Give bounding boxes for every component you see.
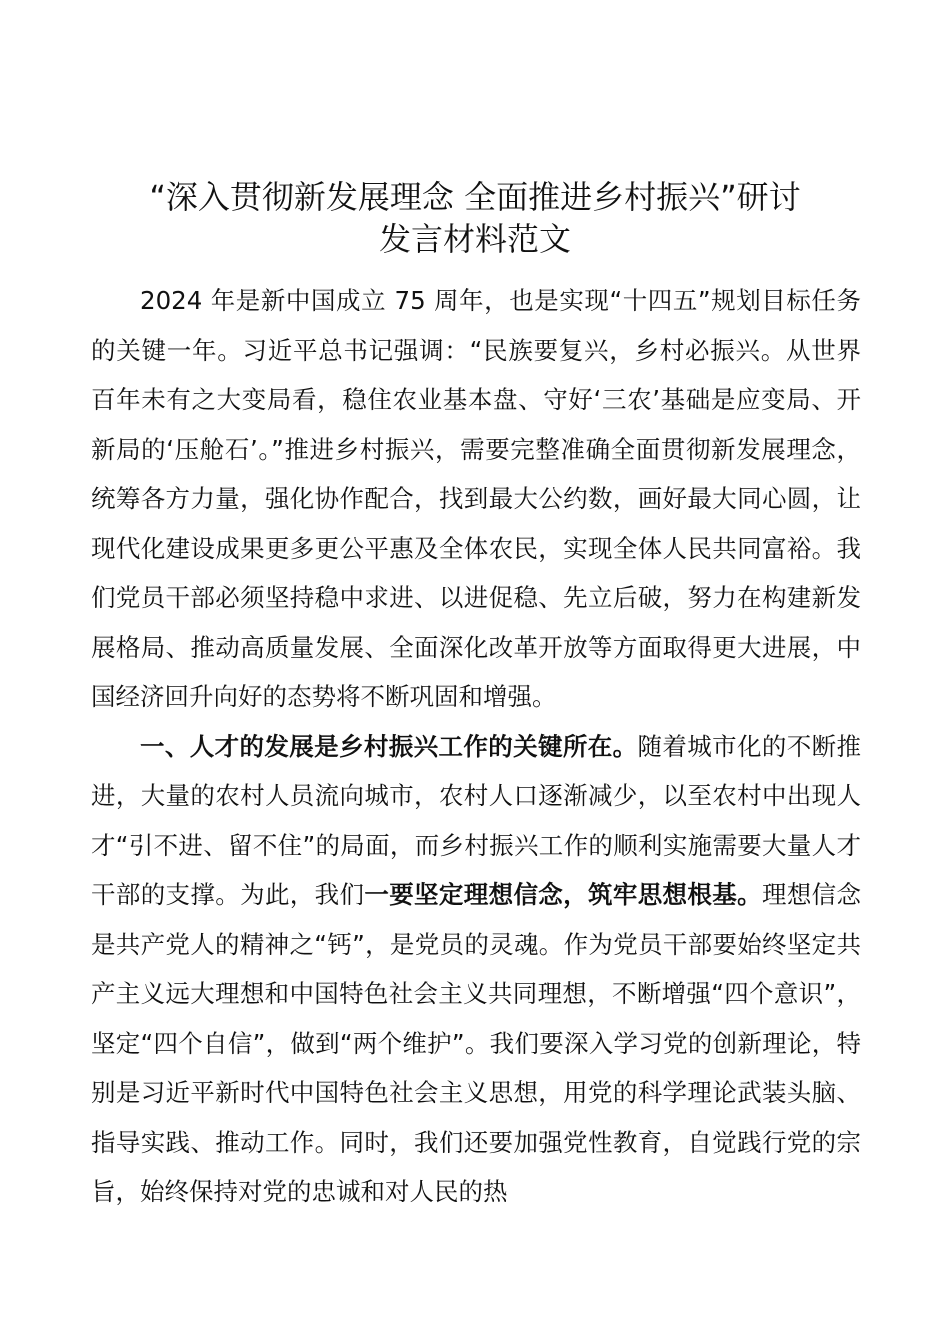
document-body	[91, 276, 861, 1217]
section-one-heading: 一、人才的发展是乡村振兴工作的关键所在。	[140, 731, 638, 761]
title-line-1: “深入贯彻新发展理念 全面推进乡村振兴”研讨	[149, 178, 801, 216]
document-title	[60, 176, 890, 260]
intro-paragraph: 2024 年是新中国成立 75 周年，也是实现“十四五”规划目标任务的关键一年。习近平总书记强调：“民族要复兴，乡村必振兴。从世界百年未有之大变局看，稳住农业基本盘、守好‘三农’基础是应变局、开新局的‘压舱石’。”推进乡村振兴，需要完整准确全面贯彻新发展理念，统筹各方力量，强化协作配合，找到最大公约数，画好最大同心圆，让现代化建设成果更多更公平惠及全体农民，实现全体人民共同富裕。我们党员干部必须坚持稳中求进、以进促稳、先立后破，努力在构建新发展格局、推动高质量发展、全面深化改革开放等方面取得更大进展，中国经济回升向好的态势将不断巩固和增强。	[91, 286, 861, 711]
title-line-2: 发言材料范文	[378, 220, 571, 258]
section-one-emphasis: 一要坚定理想信念，筑牢思想根基。	[364, 880, 762, 909]
section-one-paragraph	[91, 722, 861, 1217]
section-one-text-a: 随着城市化的不断推进，大量的农村人员流向城市，农村人口逐渐减少，以至农村中出现人才“引不进、留不住”的局面，而乡村振兴工作的顺利实施需要大量人才干部的支撑。为此，我们	[91, 731, 861, 909]
section-one-text-c: 理想信念是共产党人的精神之“钙”，是党员的灵魂。作为党员干部要始终坚定共产主义远大理想和中国特色社会主义共同理想，不断增强“四个意识”，坚定“四个自信”，做到“两个维护”。我们要深入学习党的创新理论，特别是习近平新时代中国特色社会主义思想，用党的科学理论武装头脑、指导实践、推动工作。同时，我们还要加强党性教育，自觉践行党的宗旨，始终保持对党的忠诚和对人民的热	[91, 880, 862, 1206]
